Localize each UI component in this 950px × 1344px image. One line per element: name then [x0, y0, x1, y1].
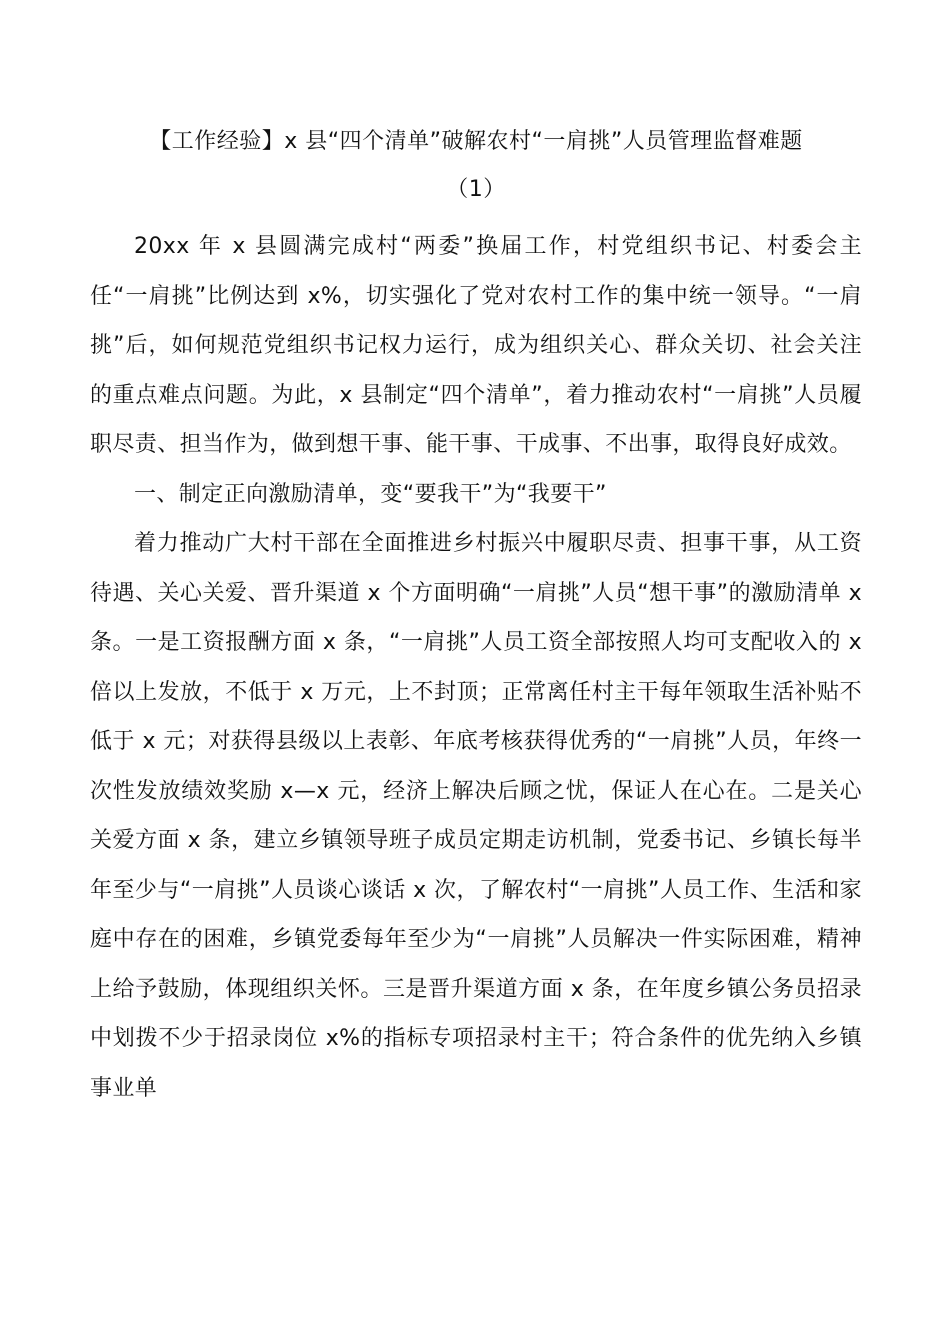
section-1-paragraph: 着力推动广大村干部在全面推进乡村振兴中履职尽责、担事干事，从工资待遇、关心关爱、晋升渠道 x 个方面明确“一肩挑”人员“想干事”的激励清单 x 条。一是工资报酬方面 x 条，“一肩挑”人员工资全部按照人均可支配收入的 x 倍以上发放，不低于 x 万元，上不封顶；正常离任村主干每年领取生活补贴不低于 x 元；对获得县级以上表彰、年底考核获得优秀的“一肩挑”人员，年终一次性发放绩效奖励 x—x 元，经济上解决后顾之忧，保证人在心在。二是关心关爱方面 x 条，建立乡镇领导班子成员定期走访机制，党委书记、乡镇长每半年至少与“一肩挑”人员谈心谈话 x 次，了解农村“一肩挑”人员工作、生活和家庭中存在的困难，乡镇党委每年至少为“一肩挑”人员解决一件实际困难，精神上给予鼓励，体现组织关怀。三是晋升渠道方面 x 条，在年度乡镇公务员招录中划拨不少于招录岗位 x%的指标专项招录村主干；符合条件的优先纳入乡镇事业单 — [90, 531, 862, 1101]
title-line-number: （1） — [446, 177, 506, 202]
document-body — [90, 118, 862, 1113]
section-heading-1: 一、制定正向激励清单，变“要我干”为“我要干” — [134, 481, 607, 507]
intro-paragraph: 20xx 年 x 县圆满完成村“两委”换届工作，村党组织书记、村委会主任“一肩挑”比例达到 x%，切实强化了党对农村工作的集中统一领导。“一肩挑”后，如何规范党组织书记权力运行，成为组织关心、群众关切、社会关注的重点难点问题。为此，x 县制定“四个清单”，着力推动农村“一肩挑”人员履职尽责、担当作为，做到想干事、能干事、干成事、不出事，取得良好成效。 — [90, 234, 862, 457]
document-title — [90, 118, 862, 214]
title-line-main: 【工作经验】x 县“四个清单”破解农村“一肩挑”人员管理监督难题 — [149, 129, 803, 154]
